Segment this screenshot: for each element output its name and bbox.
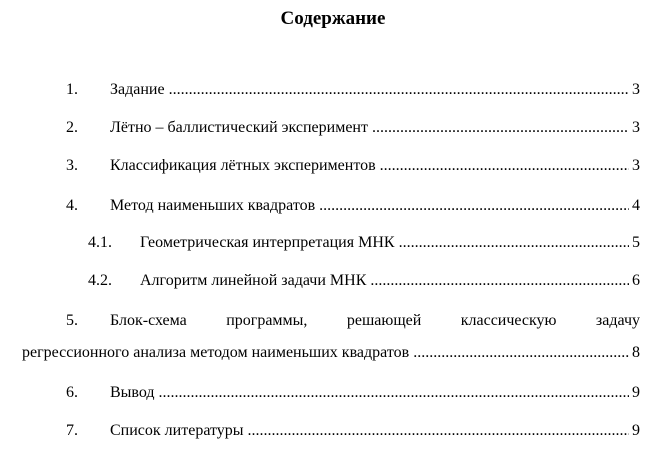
toc-item-page: 9 — [632, 384, 640, 401]
toc-leader-dots — [159, 383, 629, 403]
toc-item-number: 5. — [66, 312, 78, 329]
toc-item-title-line1: Блок-схема программы, решающей классическую задачу — [110, 312, 640, 329]
toc-item-title: Метод наименьших квадратов — [110, 197, 316, 214]
toc-item-page: 3 — [632, 157, 640, 174]
toc-leader-dots — [248, 421, 629, 441]
toc-item-number: 3. — [66, 157, 78, 174]
toc-item-number: 2. — [66, 119, 78, 136]
toc-leader-dots — [319, 196, 629, 216]
toc-leader-dots — [413, 343, 629, 363]
toc-item-title: Геометрическая интерпретация МНК — [140, 234, 395, 251]
toc-item[interactable] — [0, 80, 666, 102]
toc-item-number: 7. — [66, 422, 78, 439]
toc-leader-dots — [370, 271, 629, 291]
toc-leader-dots — [380, 156, 629, 176]
toc-item-title: Вывод — [110, 384, 155, 401]
toc-item-page: 6 — [632, 272, 640, 289]
toc-item-title: Классификация лётных экспериментов — [110, 157, 376, 174]
toc-item[interactable] — [0, 311, 666, 333]
toc-item-page: 5 — [632, 234, 640, 251]
toc-item-title: Алгоритм линейной задачи МНК — [140, 272, 367, 289]
toc-item[interactable] — [0, 196, 666, 218]
toc-item[interactable] — [0, 421, 666, 443]
toc-item-page: 8 — [632, 344, 640, 361]
toc-leader-dots — [399, 233, 629, 253]
toc-item-number: 4.2. — [88, 272, 112, 289]
toc-item-title: Список литературы — [110, 422, 244, 439]
toc-item-number: 1. — [66, 81, 78, 98]
toc-item[interactable] — [0, 271, 666, 293]
toc-item-page: 3 — [632, 119, 640, 136]
toc-item-continuation[interactable] — [0, 343, 666, 365]
toc-item[interactable] — [0, 156, 666, 178]
toc-item-page: 4 — [632, 197, 640, 214]
toc-item-number: 4. — [66, 197, 78, 214]
toc-item[interactable] — [0, 118, 666, 140]
toc-leader-dots — [372, 118, 629, 138]
toc-item[interactable] — [0, 233, 666, 255]
toc-item-title: Задание — [110, 81, 165, 98]
toc-item[interactable] — [0, 383, 666, 405]
toc-item-title-line2: регрессионного анализа методом наименьших квадратов — [22, 344, 410, 361]
toc-item-number: 6. — [66, 384, 78, 401]
page-title: Содержание — [280, 8, 386, 29]
toc-item-page: 9 — [632, 422, 640, 439]
toc-item-title: Лётно – баллистический эксперимент — [110, 119, 368, 136]
toc-item-number: 4.1. — [88, 234, 112, 251]
toc-leader-dots — [169, 80, 629, 100]
toc-item-page: 3 — [632, 81, 640, 98]
